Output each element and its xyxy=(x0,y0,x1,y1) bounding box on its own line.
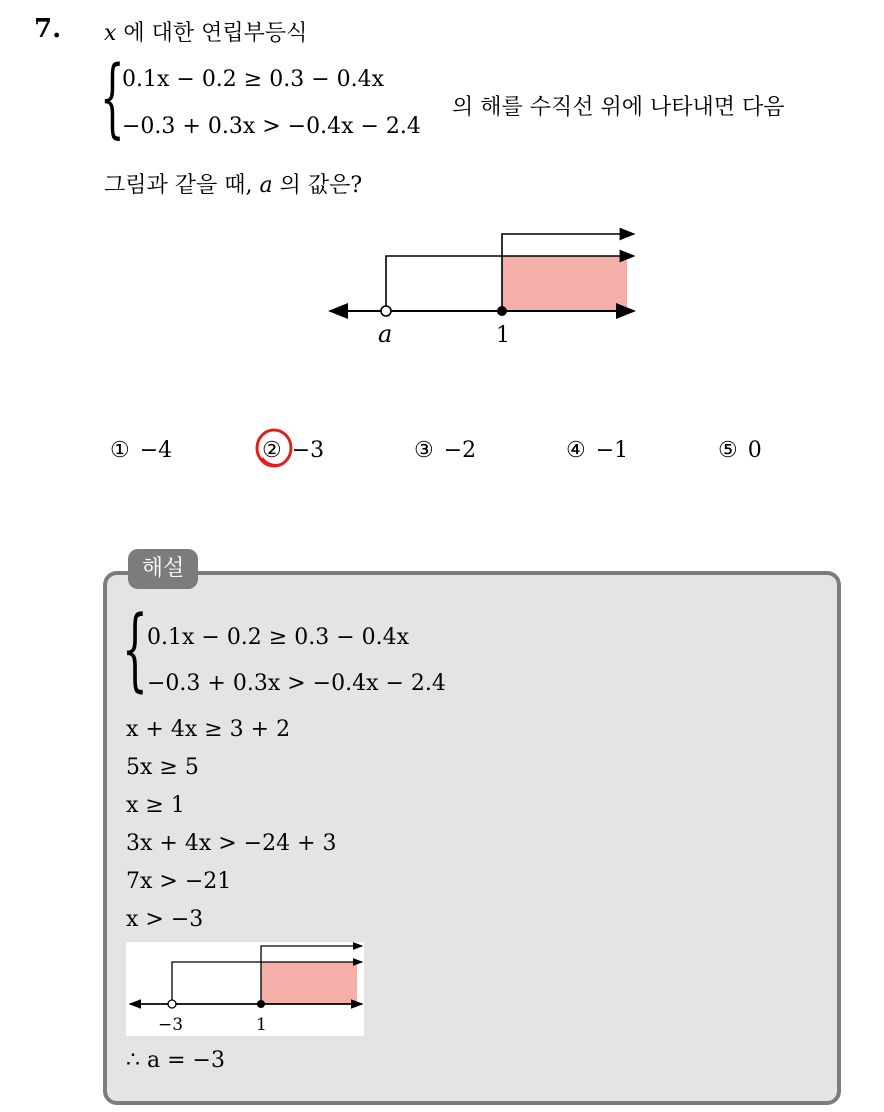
closed-point-1 xyxy=(257,1000,265,1008)
solution-step: 3x + 4x > −24 + 3 xyxy=(126,831,337,856)
solution-tag: 해설 xyxy=(128,549,198,589)
question-var: a xyxy=(259,173,273,198)
question-pre: 그림과 같을 때, xyxy=(104,173,260,198)
choice-4[interactable]: ④ −1 xyxy=(566,438,629,463)
solution-shade xyxy=(261,962,357,1004)
problem-intro-text: 에 대한 연립부등식 xyxy=(123,21,308,46)
solution-conclusion: ∴ a = −3 xyxy=(126,1048,225,1073)
open-point-a xyxy=(381,306,391,316)
choice-1[interactable]: ① −4 xyxy=(110,438,173,463)
problem-side-text: 의 해를 수직선 위에 나타내면 다음 xyxy=(452,95,785,120)
solution-system-brace: { xyxy=(122,597,148,702)
number-line-figure xyxy=(320,222,650,352)
inequality-2: −0.3 + 0.3x > −0.4x − 2.4 xyxy=(122,114,421,139)
answer-circle-mark xyxy=(252,426,296,470)
solution-ineq-2: −0.3 + 0.3x > −0.4x − 2.4 xyxy=(147,671,446,696)
choice-2[interactable]: ② −3 xyxy=(262,438,325,463)
label-1: 1 xyxy=(256,1015,267,1035)
open-point-minus3 xyxy=(168,1000,176,1008)
label-a: a xyxy=(378,320,393,348)
system-brace: { xyxy=(100,48,125,148)
solution-number-line xyxy=(126,942,364,1036)
closed-point-1 xyxy=(497,306,507,316)
problem-question xyxy=(104,168,362,199)
label-1: 1 xyxy=(496,323,510,348)
problem-number: 7. xyxy=(34,14,62,44)
question-post: 의 값은? xyxy=(272,173,363,198)
solution-step: x ≥ 1 xyxy=(126,793,185,818)
solution-shade xyxy=(502,256,627,311)
solution-step: 7x > −21 xyxy=(126,869,232,894)
problem-intro xyxy=(104,16,307,47)
choice-5[interactable]: ⑤ 0 xyxy=(718,438,762,463)
solution-step: 5x ≥ 5 xyxy=(126,755,199,780)
label-minus3: −3 xyxy=(158,1015,184,1035)
inequality-1: 0.1x − 0.2 ≥ 0.3 − 0.4x xyxy=(122,67,385,92)
solution-step: x > −3 xyxy=(126,907,204,932)
solution-step: x + 4x ≥ 3 + 2 xyxy=(126,717,291,742)
solution-ineq-1: 0.1x − 0.2 ≥ 0.3 − 0.4x xyxy=(147,625,410,650)
choice-3[interactable]: ③ −2 xyxy=(414,438,477,463)
problem-variable: x xyxy=(104,21,117,46)
